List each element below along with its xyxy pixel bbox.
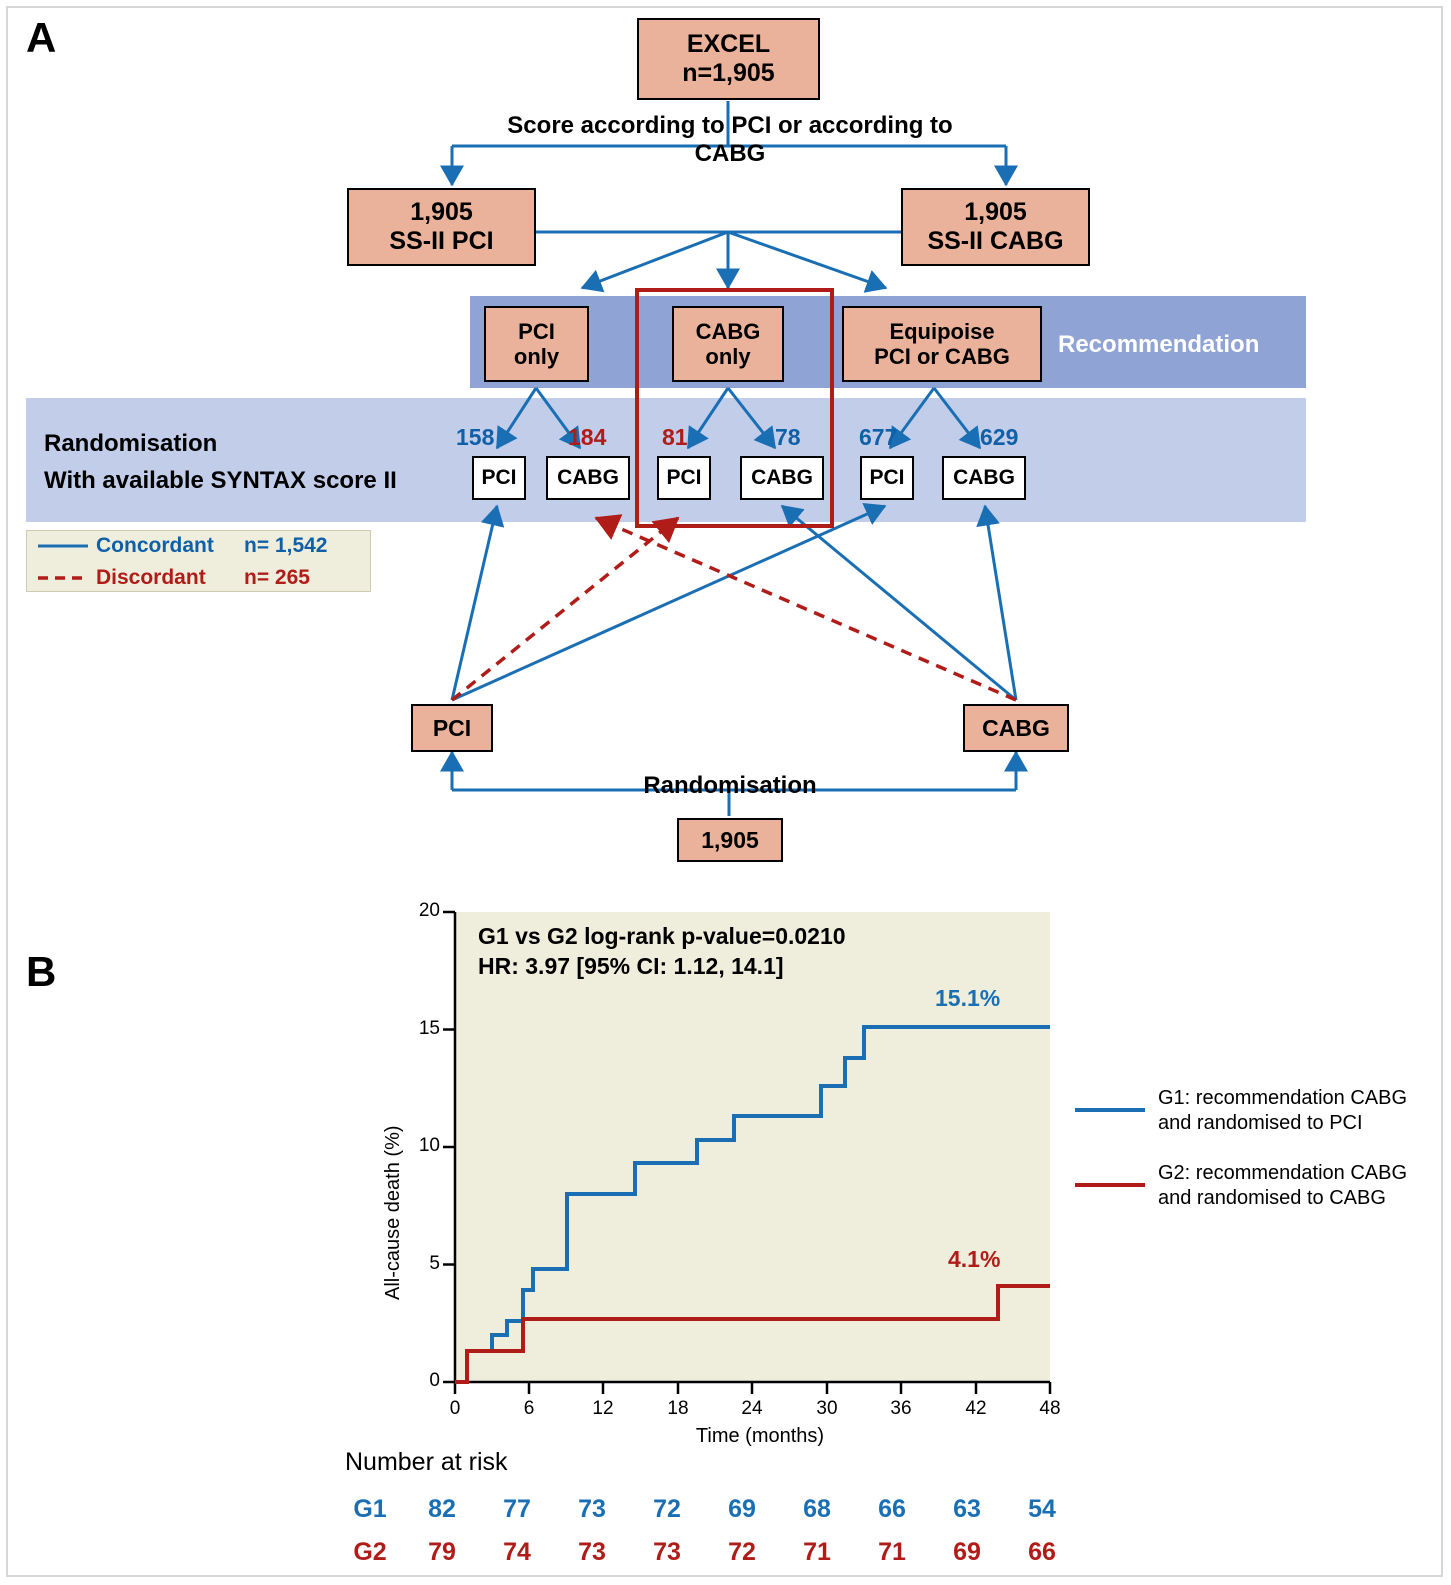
panel-b-letter: B [26,948,57,995]
y-tick-15: 15 [418,1018,440,1039]
y-tick-5: 5 [429,1253,440,1274]
hr-stat-line2: HR: 3.97 [95% CI: 1.12, 14.1] [478,953,784,979]
legend-discordant-n: n= 265 [244,566,310,589]
x-tick-42: 42 [965,1398,987,1419]
risk-g2-5: 71 [803,1538,831,1566]
rand-box-pci-1: PCI [472,456,526,500]
ss2-pci-box [347,188,536,266]
bottom-randomisation-label: Randomisation [643,772,817,799]
legend-g1-line1: G1: recommendation CABG [1158,1087,1407,1109]
legend-g2-line1: G2: recommendation CABG [1158,1162,1407,1184]
rand-box-cabg-1: CABG [546,456,630,500]
x-tick-6: 6 [523,1398,535,1419]
y-tick-0: 0 [429,1370,440,1391]
x-tick-0: 0 [449,1398,461,1419]
rand-box-pci-2: PCI [657,456,711,500]
cabg-only-highlight [635,288,834,528]
risk-g2-2: 73 [578,1538,606,1566]
x-tick-48: 48 [1039,1398,1061,1419]
risk-g1-5: 68 [803,1495,831,1523]
risk-g1-4: 69 [728,1495,756,1523]
bottom-cabg-box: CABG [963,704,1069,752]
rand-box-cabg-2: CABG [740,456,824,500]
risk-row-g2-label: G2 [353,1538,387,1566]
excel-box [637,18,820,100]
rec-box-equipoise [842,306,1042,382]
risk-g2-3: 73 [653,1538,681,1566]
legend-concordant-n: n= 1,542 [244,534,328,557]
risk-g1-2: 73 [578,1495,606,1523]
km-plot-area [455,912,1050,1382]
x-tick-24: 24 [741,1398,763,1419]
legend-g2 [1158,1161,1438,1211]
rec-cabg-line1: CABG [695,318,761,344]
rec-cabg-line2: only [705,344,751,369]
x-tick-12: 12 [592,1398,614,1419]
risk-g2-1: 74 [503,1538,531,1566]
panel-a-letter: A [26,14,57,61]
risk-g1-3: 72 [653,1495,681,1523]
legend-g1-line2: and randomised to PCI [1158,1112,1363,1134]
count-cabg-only-pci: 81 [662,424,688,450]
y-axis-title: All-cause death (%) [382,1125,404,1300]
rec-pci-line1: PCI [518,318,555,344]
ss2-cabg-label: SS-II CABG [927,227,1064,255]
g1-end-label: 15.1% [935,985,1001,1011]
legend-discordant-label: Discordant [96,566,206,589]
count-equipoise-cabg: 629 [980,424,1019,450]
legend-g1 [1158,1086,1438,1136]
randomisation-label-line2: With available SYNTAX score II [44,467,397,494]
count-equipoise-pci: 677 [859,424,898,450]
risk-row-g1-label: G1 [353,1495,387,1523]
rec-equi-line2: PCI or CABG [874,344,1010,369]
risk-g2-7: 69 [953,1538,981,1566]
rec-equi-line1: Equipoise [889,318,995,344]
ss2-pci-label: SS-II PCI [389,227,494,255]
risk-g2-8: 66 [1028,1538,1056,1566]
recommendation-label: Recommendation [1058,331,1260,358]
ss2-cabg-box [901,188,1090,266]
y-tick-20: 20 [418,900,440,921]
logrank-stat-line1: G1 vs G2 log-rank p-value=0.0210 [478,923,846,949]
excel-n: n=1,905 [682,59,775,87]
excel-title: EXCEL [686,30,771,59]
x-tick-18: 18 [667,1398,689,1419]
risk-g1-8: 54 [1028,1495,1056,1523]
x-tick-30: 30 [816,1398,838,1419]
g2-end-label: 4.1% [948,1246,1001,1272]
ss2-pci-n: 1,905 [410,198,473,227]
x-axis-title: Time (months) [695,1425,825,1447]
rec-pci-line2: only [513,344,560,369]
legend-g2-line2: and randomised to CABG [1158,1187,1386,1209]
legend-concordant-label: Concordant [96,534,214,557]
risk-g1-7: 63 [953,1495,981,1523]
rand-box-pci-3: PCI [860,456,914,500]
score-note: Score according to PCI or according to CABG [507,112,953,167]
ss2-cabg-n: 1,905 [964,198,1027,227]
risk-g2-0: 79 [428,1538,456,1566]
count-cabg-only-cabg: 78 [775,424,801,450]
risk-g2-4: 72 [728,1538,756,1566]
risk-g2-6: 71 [878,1538,906,1566]
y-tick-10: 10 [418,1135,440,1156]
rand-box-cabg-3: CABG [942,456,1026,500]
randomisation-label-line1: Randomisation [44,430,218,457]
bottom-total-box: 1,905 [677,818,783,862]
bottom-pci-box: PCI [411,704,493,752]
count-pci-only-pci: 158 [456,424,495,450]
number-at-risk-title: Number at risk [345,1448,508,1476]
risk-g1-6: 66 [878,1495,906,1523]
rec-box-pci-only [484,306,589,382]
x-tick-36: 36 [890,1398,912,1419]
risk-g1-0: 82 [428,1495,456,1523]
risk-g1-1: 77 [503,1495,531,1523]
count-pci-only-cabg: 184 [568,424,607,450]
